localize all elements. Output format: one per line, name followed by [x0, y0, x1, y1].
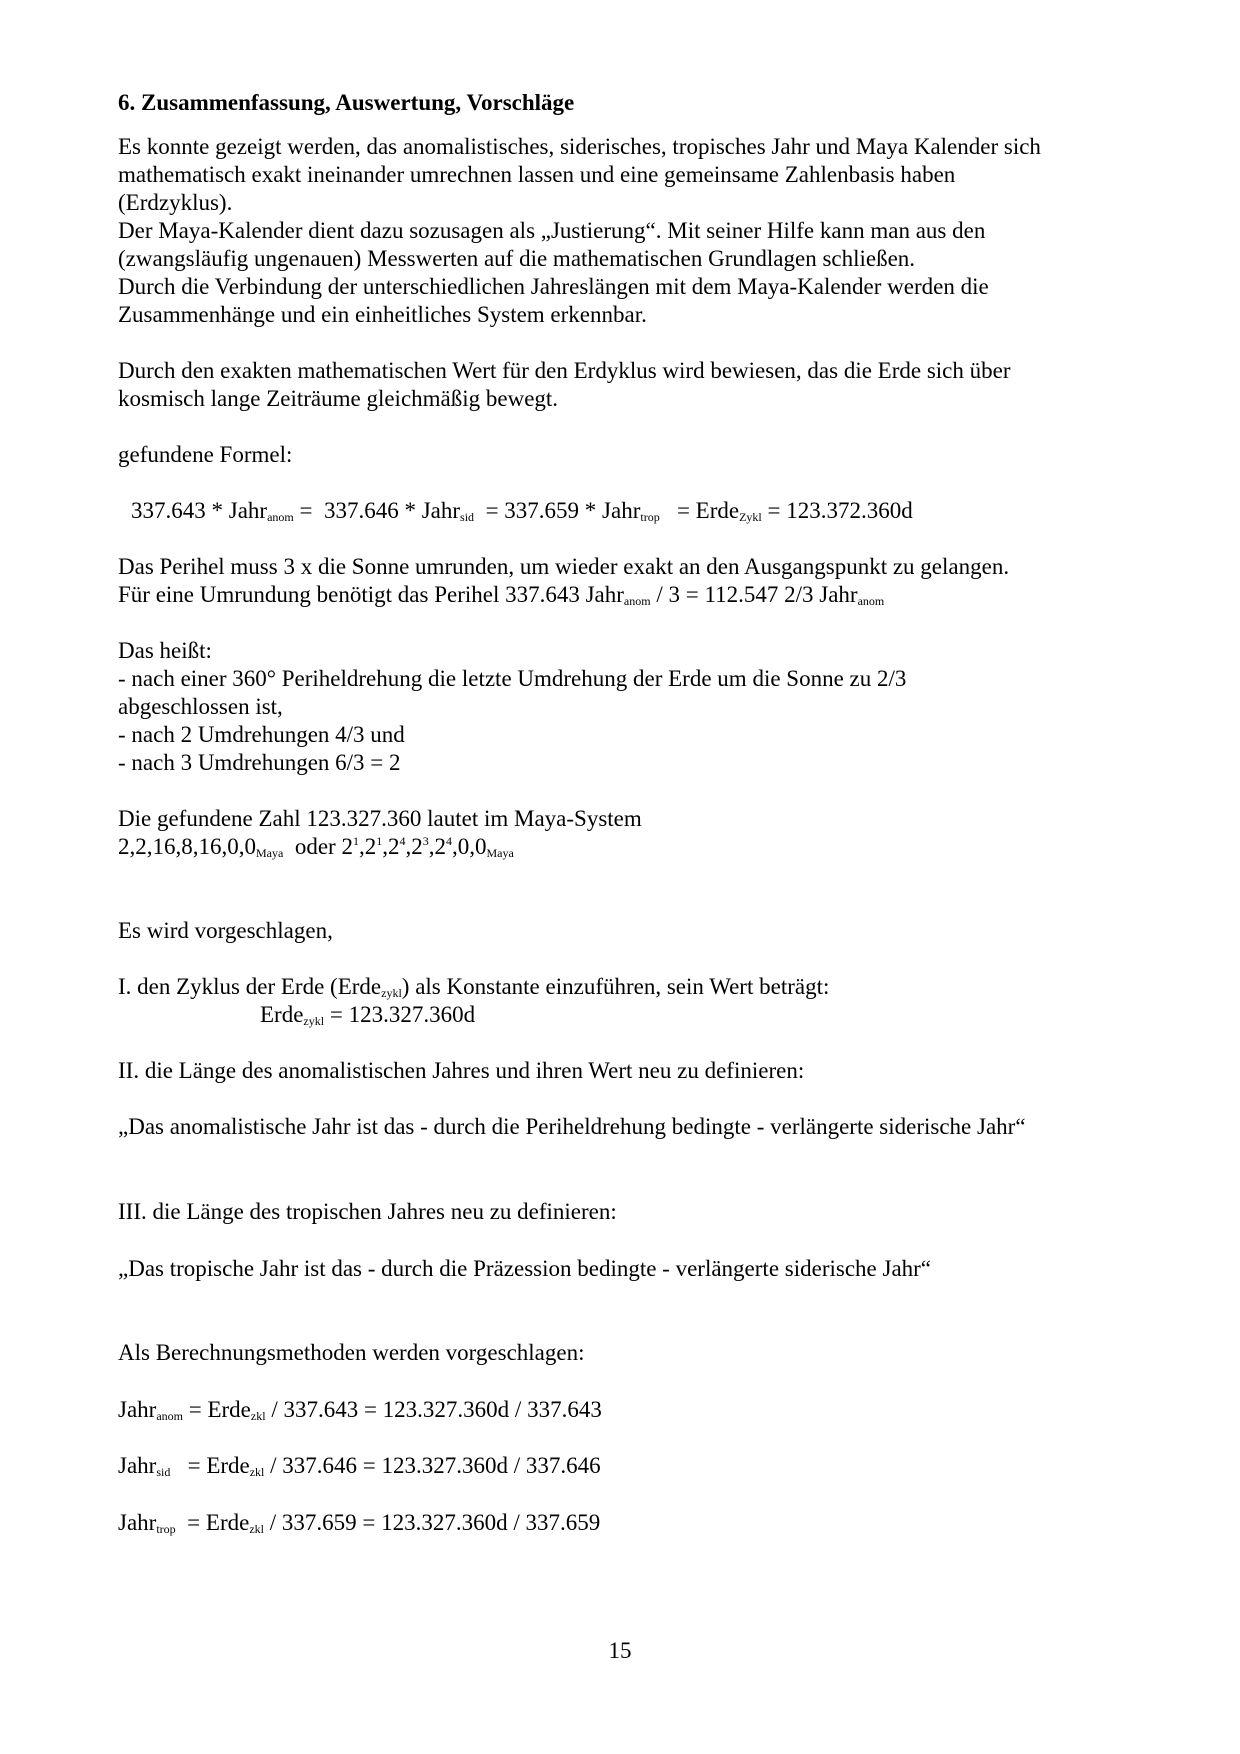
proposal-intro: Es wird vorgeschlagen,: [118, 918, 333, 943]
maya-line: Die gefundene Zahl 123.327.360 lautet im Maya-System: [118, 806, 642, 831]
formula-label: gefundene Formel:: [118, 442, 293, 467]
means-line: - nach 2 Umdrehungen 4/3 und: [118, 722, 405, 747]
method-sid: Jahr$_{sid}$ = Erde$_{zkl}$ / 337.646 = 123.327.360d / 337.646: [118, 1453, 601, 1479]
means-line: - nach einer 360° Periheldrehung die letzte Umdrehung der Erde um die Sonne zu 2/3: [118, 666, 907, 691]
intro-line: Zusammenhänge und ein einheitliches System erkennbar.: [118, 302, 647, 327]
proposal-2-quote: „Das anomalistische Jahr ist das - durch die Periheldrehung bedingte - verlängerte siderische Jahr“: [118, 1114, 1026, 1139]
method-anom: Jahr$_{anom}$ = Erde$_{zkl}$ / 337.643 = 123.327.360d / 337.643: [118, 1397, 602, 1423]
intro-line: (zwangsläufig ungenauen) Messwerten auf die mathematischen Grundlagen schließen.: [118, 246, 916, 271]
intro-line: (Erdzyklus).: [118, 190, 233, 215]
method-trop: Jahr$_{trop}$ = Erde$_{zkl}$ / 337.659 = 123.327.360d / 337.659: [118, 1510, 601, 1536]
main-formula: 337.643 * Jahr$_{anom}$ = 337.646 * Jahr$_{sid}$ = 337.659 * Jahr$_{trop}$ = Erde$_{Zykl}$ = 123.372.360d: [131, 498, 913, 524]
proposal-2: II. die Länge des anomalistischen Jahres und ihren Wert neu zu definieren:: [118, 1058, 805, 1083]
intro-line: mathematisch exakt ineinander umrechnen lassen und eine gemeinsame Zahlenbasis haben: [118, 162, 956, 187]
means-line: - nach 3 Umdrehungen 6/3 = 2: [118, 750, 401, 775]
proposal-1: I. den Zyklus der Erde (Erde$_{zykl}$) als Konstante einzuführen, sein Wert beträgt:: [118, 974, 830, 1000]
maya-number: $2,2,16,8,16,0,0_{Maya}$ oder $2^1,2^1,2^4,2^3,2^4,0,0_{Maya}$: [118, 834, 514, 860]
proof-line: kosmisch lange Zeiträume gleichmäßig bewegt.: [118, 386, 559, 411]
proposal-3: III. die Länge des tropischen Jahres neu zu definieren:: [118, 1199, 617, 1224]
intro-line: Durch die Verbindung der unterschiedlichen Jahreslängen mit dem Maya-Kalender werden die: [118, 274, 989, 299]
intro-line: Der Maya-Kalender dient dazu sozusagen als „Justierung“. Mit seiner Hilfe kann man aus den: [118, 218, 986, 243]
proposal-1-value: Erde$_{zykl}$ = 123.327.360d: [260, 1002, 476, 1028]
perihel-line: Das Perihel muss 3 x die Sonne umrunden, um wieder exakt an den Ausgangspunkt zu gelangen.: [118, 554, 1010, 579]
section-heading: 6. Zusammenfassung, Auswertung, Vorschläge: [118, 90, 575, 115]
proposal-3-quote: „Das tropische Jahr ist das - durch die Präzession bedingte - verlängerte siderische Jahr“: [118, 1256, 932, 1281]
methods-label: Als Berechnungsmethoden werden vorgeschlagen:: [118, 1340, 585, 1365]
perihel-line: Für eine Umrundung benötigt das Perihel 337.643 Jahr$_{anom}$ / 3 = 112.547 2/3 Jahr$_{anom}$: [118, 582, 885, 608]
means-line: abgeschlossen ist,: [118, 694, 283, 719]
intro-line: Es konnte gezeigt werden, das anomalistisches, siderisches, tropisches Jahr und Maya Kalender sich: [118, 134, 1041, 159]
page-number: 15: [608, 1638, 632, 1663]
means-line: Das heißt:: [118, 638, 212, 663]
proof-line: Durch den exakten mathematischen Wert für den Erdyklus wird bewiesen, das die Erde sich über: [118, 358, 1011, 383]
